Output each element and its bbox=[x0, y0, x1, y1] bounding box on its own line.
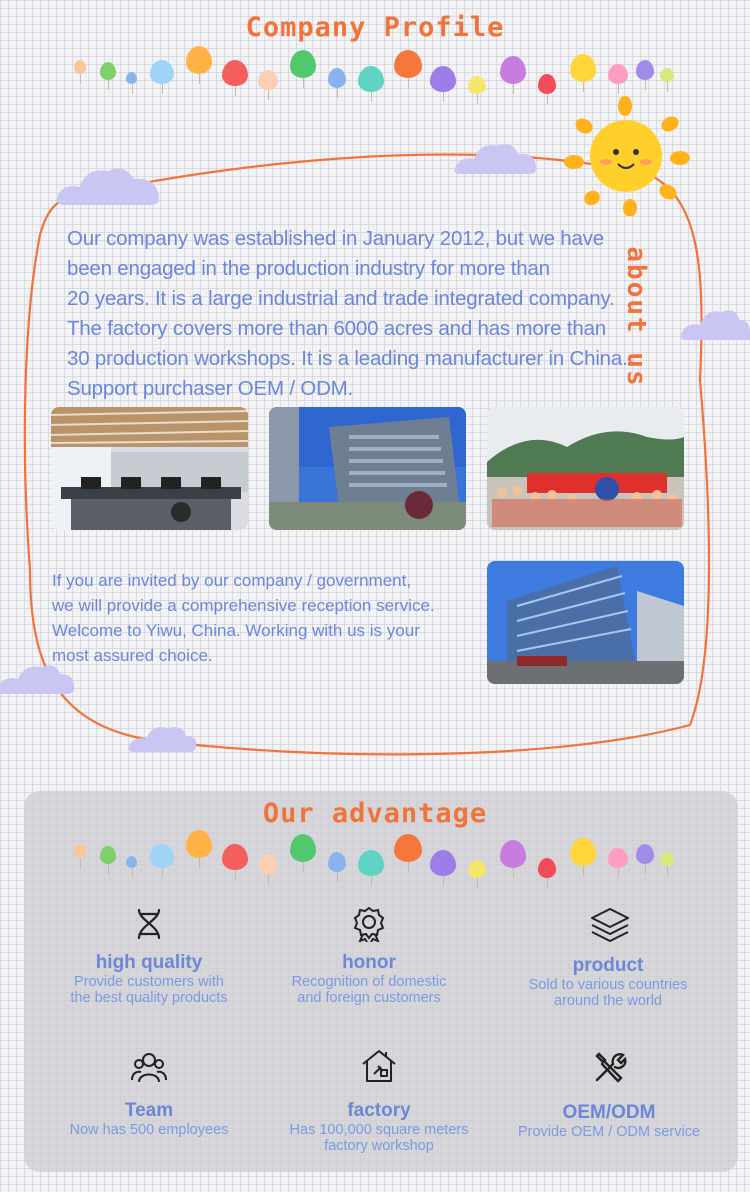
tools-icon bbox=[591, 1050, 627, 1086]
advantage-product bbox=[488, 906, 728, 1009]
advantage-factory bbox=[259, 1048, 499, 1154]
advantage-desc: and foreign customers bbox=[297, 990, 441, 1006]
description-line: 30 production workshops. It is a leading manufacturer in China. bbox=[67, 347, 628, 370]
building-photo bbox=[269, 407, 466, 530]
dna-icon bbox=[131, 906, 167, 942]
advantage-desc: the best quality products bbox=[70, 990, 228, 1006]
headquarters-photo bbox=[487, 561, 684, 684]
description-line: The factory covers more than 6000 acres and has more than bbox=[67, 317, 606, 340]
advantage-desc: Has 100,000 square meters bbox=[289, 1122, 469, 1138]
cloud-decoration bbox=[452, 140, 538, 176]
advantage-honor bbox=[249, 906, 489, 1006]
advantage-desc: around the world bbox=[553, 993, 662, 1009]
sun-illustration bbox=[560, 96, 690, 221]
advantage-desc: Recognition of domestic bbox=[291, 974, 447, 990]
advantage-title: factory bbox=[347, 1100, 411, 1121]
description-line: 20 years. It is a large industrial and trade integrated company. bbox=[67, 287, 615, 310]
advantage-title: OEM/ODM bbox=[562, 1102, 656, 1123]
reception-line: most assured choice. bbox=[52, 646, 213, 665]
advantage-title: Team bbox=[124, 1100, 174, 1121]
cloud-decoration bbox=[678, 306, 750, 342]
advantage-oem-odm bbox=[489, 1050, 729, 1140]
advantage-high-quality bbox=[29, 906, 269, 1006]
factory-icon bbox=[361, 1048, 397, 1084]
reception-line: If you are invited by our company / government, bbox=[52, 571, 412, 590]
company-description bbox=[67, 224, 627, 404]
team-photo bbox=[487, 407, 684, 530]
advantage-desc: Provide customers with bbox=[74, 974, 224, 990]
advantage-desc: factory workshop bbox=[324, 1138, 434, 1154]
balloon-garland bbox=[60, 44, 690, 104]
advantage-desc: Provide OEM / ODM service bbox=[517, 1124, 701, 1140]
layers-icon bbox=[590, 906, 626, 942]
about-us-label: about us bbox=[621, 246, 651, 388]
our-advantage-heading: Our advantage bbox=[262, 798, 488, 829]
reception-line: Welcome to Yiwu, China. Working with us is your bbox=[52, 621, 420, 640]
advantage-desc: Now has 500 employees bbox=[69, 1122, 229, 1138]
cloud-decoration bbox=[126, 724, 198, 754]
advantage-title: high quality bbox=[95, 952, 203, 973]
office-photo bbox=[51, 407, 248, 530]
cloud-decoration bbox=[54, 163, 162, 207]
balloon-garland bbox=[60, 828, 690, 888]
description-line: Support purchaser OEM / ODM. bbox=[67, 377, 354, 400]
advantage-title: honor bbox=[342, 952, 396, 973]
team-icon bbox=[131, 1050, 167, 1086]
advantage-title: product bbox=[572, 955, 644, 976]
company-profile-heading: Company Profile bbox=[245, 12, 505, 43]
description-line: Our company was established in January 2012, but we have bbox=[67, 227, 604, 250]
medal-icon bbox=[351, 906, 387, 942]
reception-description bbox=[52, 568, 492, 668]
advantage-desc: Sold to various countries bbox=[528, 977, 688, 993]
reception-line: we will provide a comprehensive reception service. bbox=[52, 596, 435, 615]
description-line: been engaged in the production industry for more than bbox=[67, 257, 550, 280]
advantage-team bbox=[29, 1050, 269, 1138]
